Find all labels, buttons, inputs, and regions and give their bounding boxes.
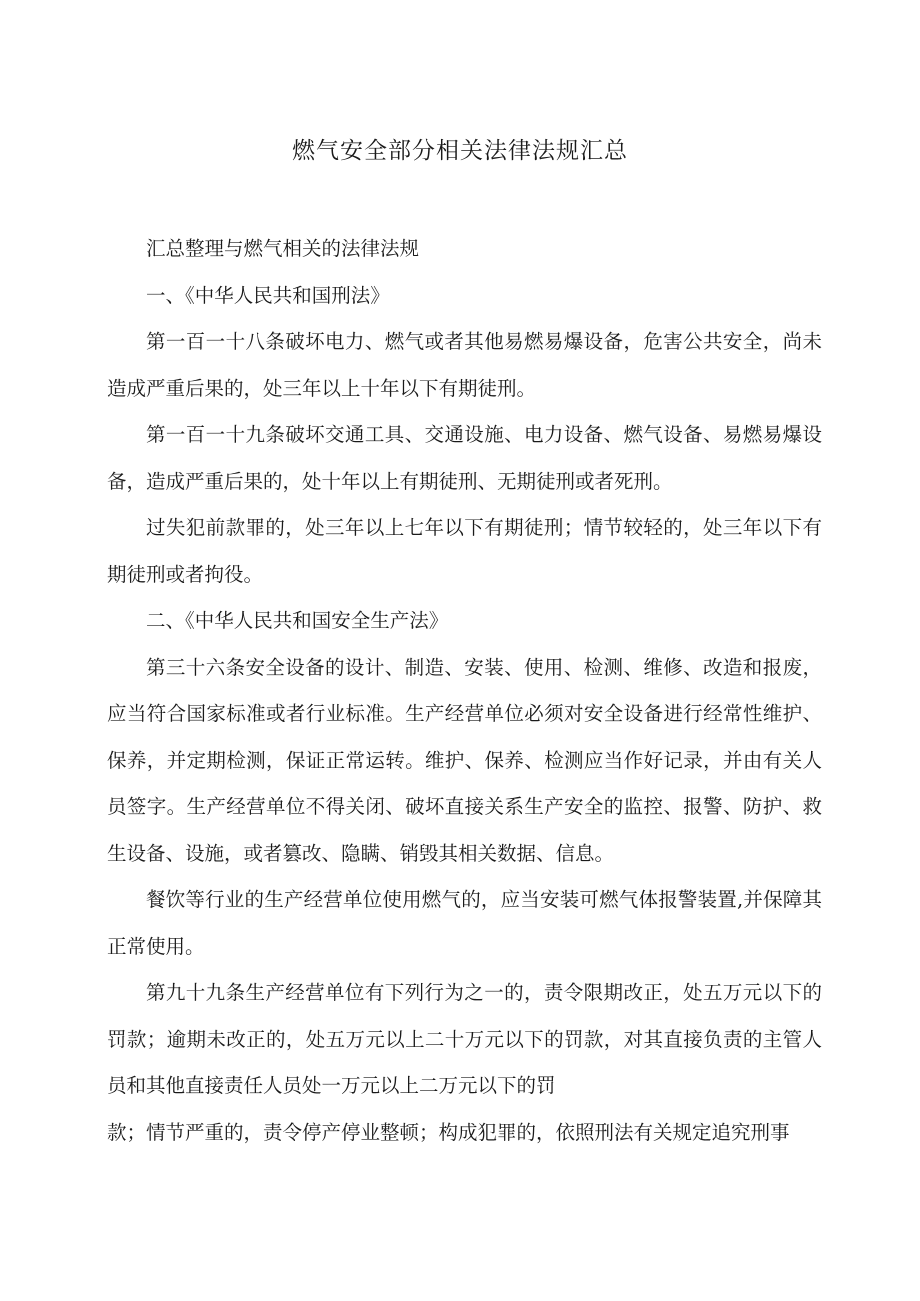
document-body: [107, 226, 822, 1156]
paragraph-article-119: 第一百一十九条破坏交通工具、交通设施、电力设备、燃气设备、易燃易爆设备，造成严重后果的，处十年以上有期徒刑、无期徒刑或者死刑。: [107, 423, 822, 493]
paragraph-article-99-continued: 款；情节严重的，责令停产停业整顿；构成犯罪的，依照刑法有关规定追究刑事: [107, 1120, 790, 1144]
intro-line: 汇总整理与燃气相关的法律法规: [146, 237, 420, 260]
paragraph-article-36: 第三十六条安全设备的设计、制造、安装、使用、检测、维修、改造和报废，应当符合国家标准或者行业标准。生产经营单位必须对安全设备进行经常性维护、保养，并定期检测，保证正常运转。维护、保养、检测应当作好记录，并由有关人员签字。生产经营单位不得关闭、破坏直接关系生产安全的监控、报警、防护、救生设备、设施，或者篡改、隐瞒、销毁其相关数据、信息。: [107, 655, 822, 865]
paragraph-negligence: 过失犯前款罪的，处三年以上七年以下有期徒刑；情节较轻的，处三年以下有期徒刑或者拘役。: [107, 516, 822, 586]
paragraph-article-118: 第一百一十八条破坏电力、燃气或者其他易燃易爆设备，危害公共安全，尚未造成严重后果的，处三年以上十年以下有期徒刑。: [107, 330, 822, 400]
paragraph-gas-alarm: 餐饮等行业的生产经营单位使用燃气的，应当安装可燃气体报警装置,并保障其正常使用。: [107, 888, 822, 958]
page-title: 燃气安全部分相关法律法规汇总: [292, 138, 628, 164]
section-heading-work-safety-law: 二、《中华人民共和国安全生产法》: [146, 609, 449, 632]
section-heading-criminal-law: 一、《中华人民共和国刑法》: [146, 283, 390, 307]
paragraph-article-99: 第九十九条生产经营单位有下列行为之一的，责令限期改正，处五万元以下的罚款；逾期未改正的，处五万元以上二十万元以下的罚款，对其直接负责的主管人员和其他直接责任人员处一万元以上二万元以下的罚: [107, 981, 822, 1097]
